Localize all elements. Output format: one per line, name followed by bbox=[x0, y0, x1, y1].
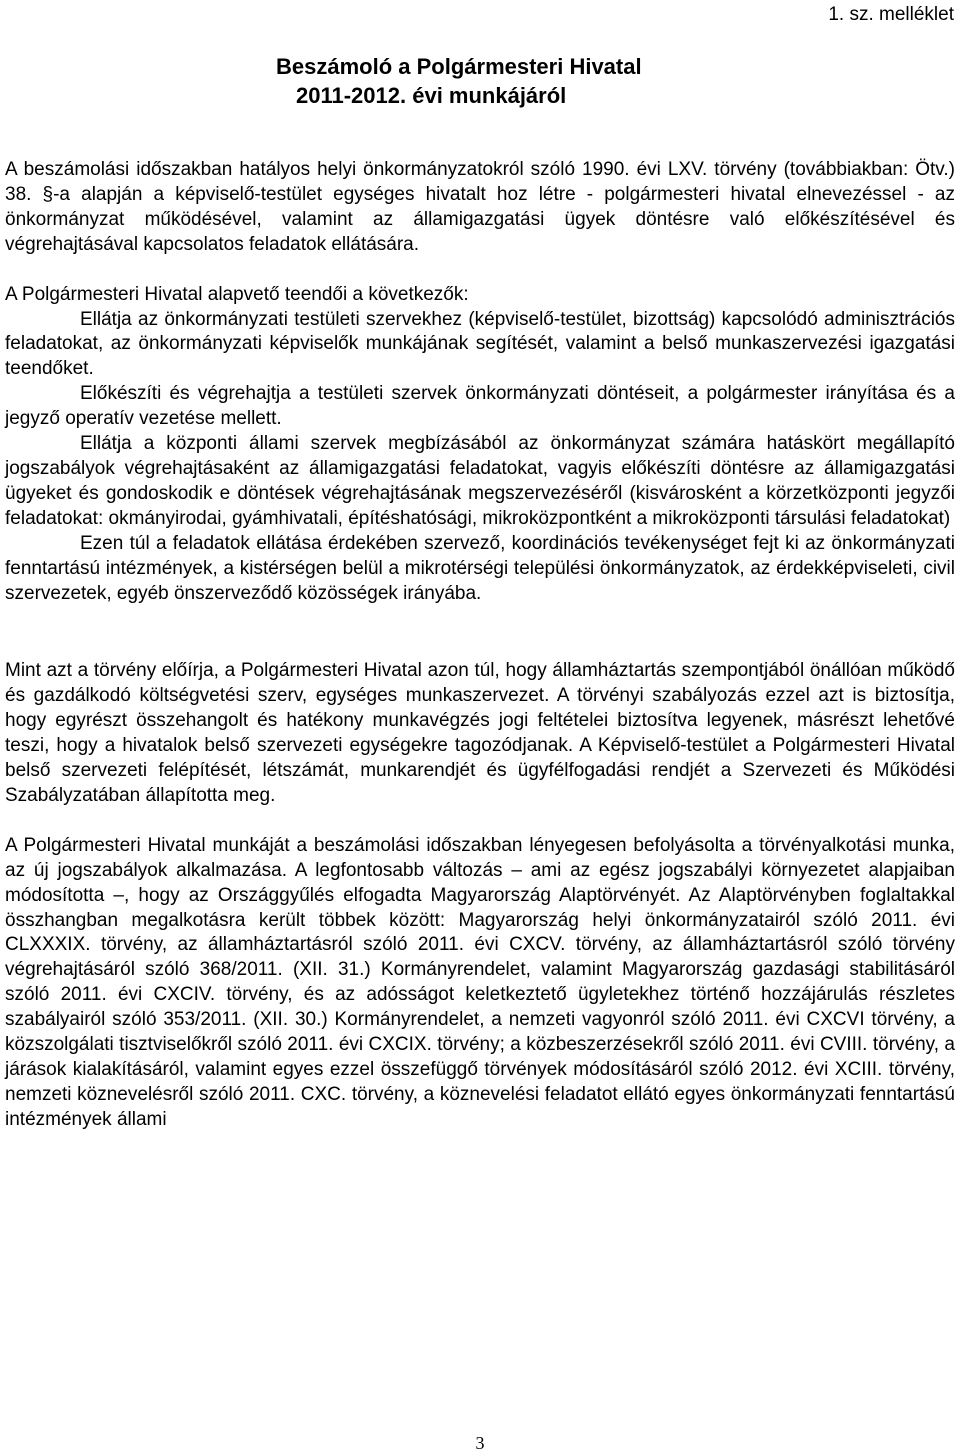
title-line-1: Beszámoló a Polgármesteri Hivatal bbox=[276, 54, 642, 79]
title-line-2: 2011-2012. évi munkájáról bbox=[296, 83, 567, 108]
page-number: 3 bbox=[475, 1433, 485, 1453]
duty-item: Ellátja az önkormányzati testületi szervekhez (képviselő-testület, bizottság) kapcsolódó adminisztrációs feladatokat, az önkormányzati képviselők munkájának segítését, valamint a belső munkaszervezési igazgatási teendőket. bbox=[5, 308, 955, 380]
document-body bbox=[5, 158, 955, 1133]
duty-item: Ellátja a központi állami szervek megbízásából az önkormányzat számára hatáskört megállapító jogszabályok végrehajtásaként az államigazgatási feladatokat, vagyis előkészíti döntésre az államigazgatási ügyeket és gondoskodik e döntések végrehajtásának megszervezéséről (kisvárosként a körzetközponti jegyzői feladatokat: okmányirodai, gyámhivatali, építéshatósági, mikroközpontként a mikroközponti társulási feladatokat) bbox=[5, 433, 955, 529]
law-paragraph: Mint azt a törvény előírja, a Polgármesteri Hivatal azon túl, hogy államháztartás szempontjából önállóan működő és gazdálkodó költségvetési szerv, egységes munkaszervezet. A törvényi szabályozás ezzel azt is biztosítja, hogy egyrészt összehangolt és hatékony munkavégzés jogi feltételei biztosítva legyenek, másrészt lehetővé teszi, hogy a hivatalok belső szervezeti egységekre tagozódjanak. A Képviselő-testület a Polgármesteri Hivatal belső szervezeti felépítését, létszámát, munkarendjét és ügyfélfogadási rendjét a Szervezeti és Működési Szabályzatában állapította meg. bbox=[5, 660, 955, 806]
duties-heading: A Polgármesteri Hivatal alapvető teendői a következők: bbox=[5, 283, 469, 305]
intro-paragraph: A beszámolási időszakban hatályos helyi önkormányzatokról szóló 1990. évi LXV. törvény (továbbiakban: Ötv.) 38. §-a alapján a képviselő-testület egységes hivatalt hoz létre - polgármesteri hivatal elnevezéssel - az önkormányzat működésével, valamint az államigazgatási ügyek döntésre való előkészítésével és végrehajtásával kapcsolatos feladatok ellátására. bbox=[5, 159, 955, 255]
duty-item: Előkészíti és végrehajtja a testületi szervek önkormányzati döntéseit, a polgármester irányítása és a jegyző operatív vezetése mellett. bbox=[5, 383, 955, 430]
annex-label: 1. sz. melléklet bbox=[828, 4, 954, 25]
changes-paragraph: A Polgármesteri Hivatal munkáját a beszámolási időszakban lényegesen befolyásolta a törvényalkotási munka, az új jogszabályok alkalmazása. A legfontosabb változás – ami az egész jogszabályi környezetet alapjaiban módosította –, hogy az Országgyűlés elfogadta Magyarország Alaptörvényét. Az Alaptörvényben foglaltakkal összhangban megalkotásra került többek között: Magyarország helyi önkormányzatairól szóló 2011. évi CLXXXIX. törvény, az államháztartásról szóló 2011. évi CXCV. törvény, az államháztartásról szóló törvény végrehajtásáról szóló 368/2011. (XII. 31.) Kormányrendelet, valamint Magyarország gazdasági stabilitásáról szóló 2011. évi CXCIV. törvény, és az adósságot keletkeztető ügyletekhez történő hozzájárulás részletes szabályairól szóló 353/2011. (XII. 30.) Kormányrendelet, a nemzeti vagyonról szóló 2011. évi CXCVI törvény, a közszolgálati tisztviselőkről szóló 2011. évi CXCIX. törvény; a közbeszerzésekről szóló 2011. évi CVIII. törvény, a járások kialakításáról, valamint egyes ezzel összefüggő törvények módosításáról szóló 2012. évi XCIII. törvény, nemzeti köznevelésről szóló 2011. CXC. törvény, a köznevelési feladatot ellátó egyes önkormányzati fenntartású intézmények állami bbox=[5, 834, 955, 1130]
duty-item: Ezen túl a feladatok ellátása érdekében szervező, koordinációs tevékenységet fejt ki az önkormányzati fenntartású intézmények, a kistérségen belül a mikrotérségi települési önkormányzatok, az érdekképviseleti, civil szervezetek, egyéb önszerveződő közösségek irányába. bbox=[5, 532, 955, 604]
